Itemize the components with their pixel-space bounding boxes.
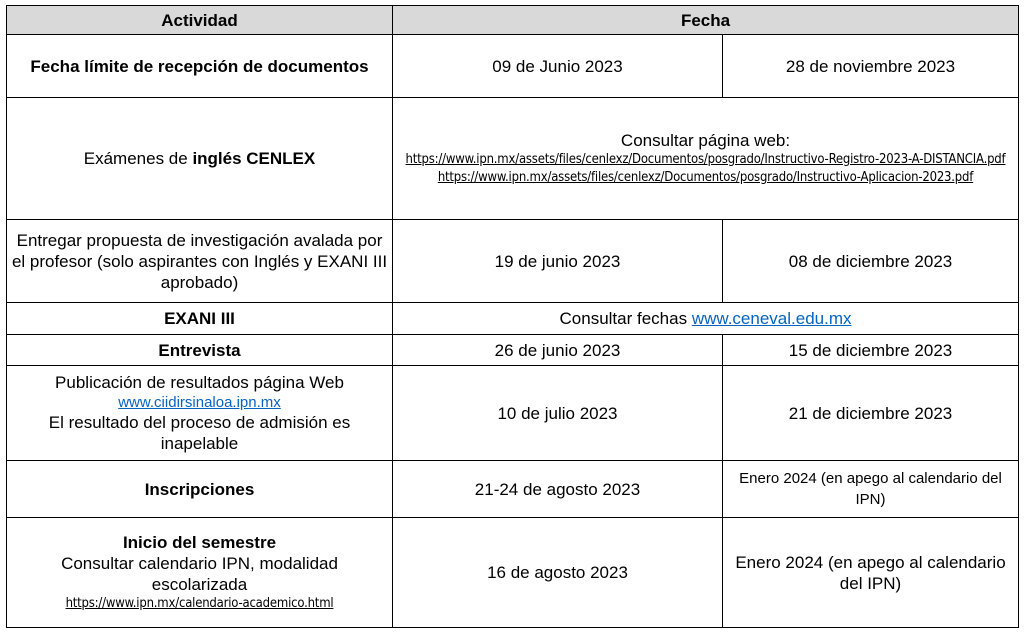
table-row bbox=[7, 518, 1019, 628]
activity-title: Inicio del semestre bbox=[122, 533, 277, 552]
cenlex-registro-link[interactable]: https://www.ipn.mx/assets/files/cenlexz/Documentos/posgrado/Instructivo-Registro-2023-A-DISTANCIA.pdf bbox=[405, 152, 1006, 167]
ceneval-link[interactable]: www.ceneval.edu.mx bbox=[691, 309, 852, 328]
activity-cell: Inscripciones bbox=[7, 461, 393, 518]
ciidir-link[interactable]: www.ciidirsinaloa.ipn.mx bbox=[118, 394, 281, 411]
activity-cell bbox=[7, 98, 393, 220]
activity-cell: EXANI III bbox=[7, 303, 393, 335]
activity-sub: Consultar calendario IPN, modalidad escolarizada bbox=[61, 554, 338, 594]
consult-label: Consultar página web: bbox=[620, 131, 791, 150]
activity-cell: Entrevista bbox=[7, 335, 393, 366]
header-actividad: Actividad bbox=[7, 6, 393, 35]
table-row bbox=[7, 98, 1019, 220]
date-cell-2: 08 de diciembre 2023 bbox=[723, 220, 1019, 303]
activity-cell: Entregar propuesta de investigación avalada por el profesor (solo aspirantes con Inglés y EXANI III aprobado) bbox=[7, 220, 393, 303]
date-cell-2: 21 de diciembre 2023 bbox=[723, 366, 1019, 461]
ipn-calendar-link[interactable]: https://www.ipn.mx/calendario-academico.html bbox=[65, 596, 334, 611]
date-cell-1: 10 de julio 2023 bbox=[393, 366, 723, 461]
consult-cell bbox=[393, 98, 1019, 220]
activity-cell: Fecha límite de recepción de documentos bbox=[7, 35, 393, 98]
date-cell-1: 21-24 de agosto 2023 bbox=[393, 461, 723, 518]
date-cell-2: Enero 2024 (en apego al calendario del IPN) bbox=[723, 461, 1019, 518]
table-row bbox=[7, 220, 1019, 303]
table-row bbox=[7, 366, 1019, 461]
date-cell-2: Enero 2024 (en apego al calendario del IPN) bbox=[723, 518, 1019, 628]
table-row bbox=[7, 461, 1019, 518]
activity-line: El resultado del proceso de admisión es inapelable bbox=[48, 413, 351, 453]
date-cell-1: 19 de junio 2023 bbox=[393, 220, 723, 303]
header-row bbox=[7, 6, 1019, 35]
activity-line: Publicación de resultados página Web bbox=[55, 373, 344, 392]
consult-cell bbox=[393, 303, 1019, 335]
table-row bbox=[7, 35, 1019, 98]
cenlex-aplicacion-link[interactable]: https://www.ipn.mx/assets/files/cenlexz/Documentos/posgrado/Instructivo-Aplicacion-2023.pdf bbox=[437, 170, 974, 185]
header-fecha: Fecha bbox=[393, 6, 1019, 35]
date-cell-1: 09 de Junio 2023 bbox=[393, 35, 723, 98]
activity-bold-text: inglés CENLEX bbox=[192, 149, 316, 168]
table-row bbox=[7, 303, 1019, 335]
activity-text: Exámenes de bbox=[83, 149, 193, 168]
activity-cell bbox=[7, 366, 393, 461]
table-row bbox=[7, 335, 1019, 366]
admission-calendar-table bbox=[6, 5, 1019, 628]
consult-text: Consultar fechas bbox=[559, 309, 692, 328]
date-cell-1: 26 de junio 2023 bbox=[393, 335, 723, 366]
date-cell-1: 16 de agosto 2023 bbox=[393, 518, 723, 628]
activity-cell bbox=[7, 518, 393, 628]
date-cell-2: 15 de diciembre 2023 bbox=[723, 335, 1019, 366]
date-cell-2: 28 de noviembre 2023 bbox=[723, 35, 1019, 98]
